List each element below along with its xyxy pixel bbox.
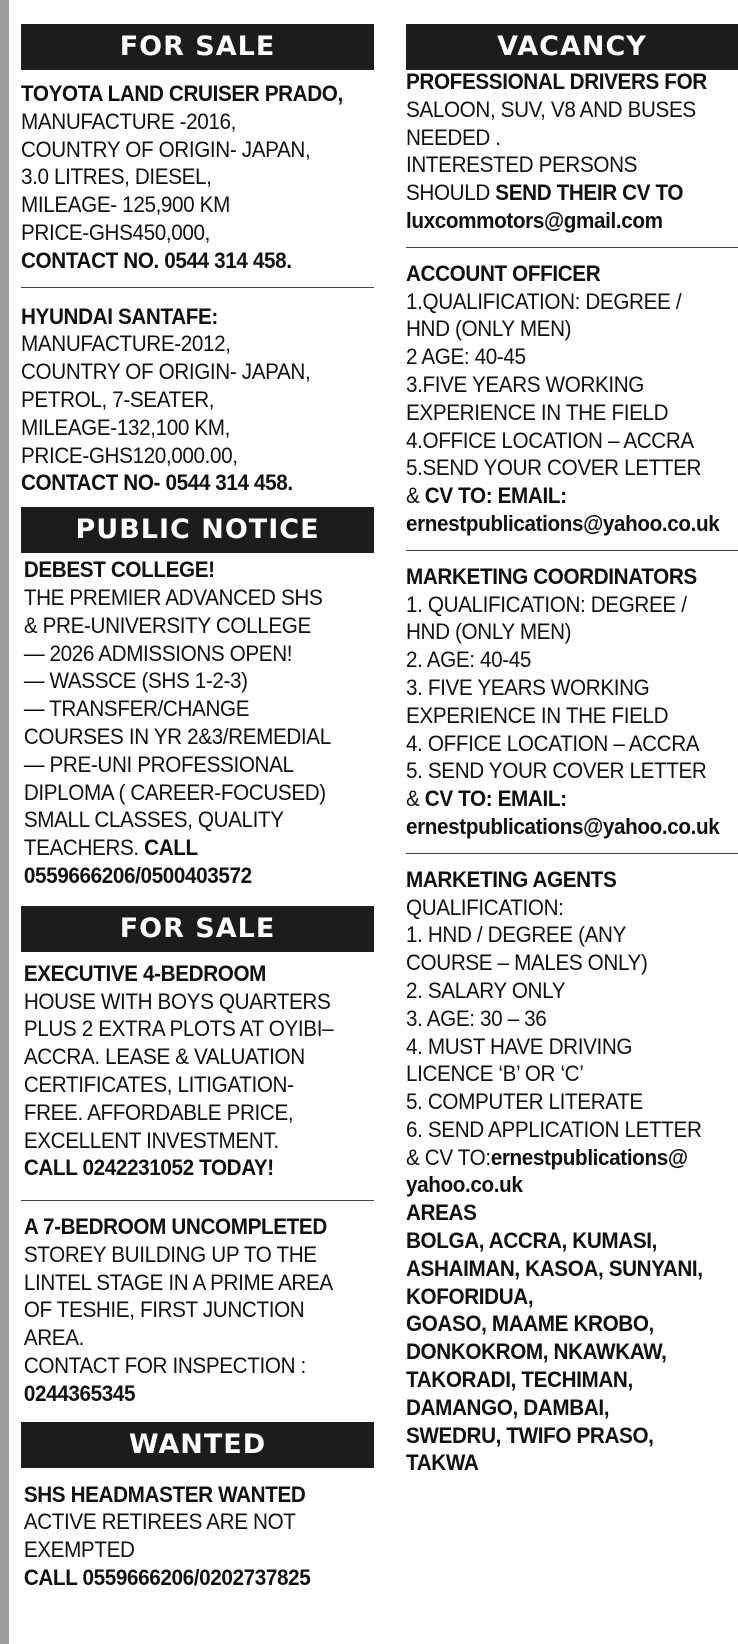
ad-line: PLUS 2 EXTRA PLOTS AT OYIBI– — [23, 1016, 334, 1042]
ad-line: OF TESHIE, FIRST JUNCTION — [23, 1297, 305, 1323]
vacancy-line: 5. SEND YOUR COVER LETTER — [406, 758, 707, 784]
ad-line: ACCRA. LEASE & VALUATION — [23, 1044, 305, 1070]
ad-line: MANUFACTURE -2016, — [21, 108, 237, 134]
ad-line: MANUFACTURE-2012, — [21, 331, 231, 357]
vacancy-line: 4. MUST HAVE DRIVING — [406, 1033, 633, 1059]
notice-text: TEACHERS. — [23, 835, 145, 861]
ad-line: ACTIVE RETIREES ARE NOT — [23, 1509, 296, 1535]
ad-line: COUNTRY OF ORIGIN- JAPAN, — [21, 359, 311, 385]
vacancy-line: 1. HND / DEGREE (ANY — [406, 922, 627, 948]
ad-title: A 7-BEDROOM UNCOMPLETED — [23, 1214, 327, 1240]
vacancy-line: QUALIFICATION: — [406, 894, 564, 920]
vacancy-line: 1.QUALIFICATION: DEGREE / — [406, 288, 682, 314]
ad-line: CERTIFICATES, LITIGATION- — [23, 1071, 294, 1097]
ad-line: STOREY BUILDING UP TO THE — [23, 1241, 317, 1267]
vacancy-text: & CV TO: — [406, 1144, 491, 1170]
notice-phone: 0559666206/0500403572 — [23, 862, 252, 888]
area-line: KOFORIDUA, — [406, 1283, 534, 1309]
debest-college-notice — [21, 556, 376, 890]
area-line: ASHAIMAN, KASOA, SUNYANI, — [406, 1255, 703, 1281]
vacancy-line: 2 AGE: 40-45 — [406, 344, 526, 370]
vacancy-title: MARKETING COORDINATORS — [406, 563, 697, 589]
vacancy-email: luxcommotors@gmail.com — [406, 207, 663, 233]
vacancy-line: LICENCE ‘B’ OR ‘C’ — [406, 1061, 584, 1087]
public-notice-banner: PUBLIC NOTICE — [21, 507, 374, 553]
ad-line: PRICE-GHS120,000.00, — [21, 442, 238, 468]
vacancy-line — [406, 482, 737, 510]
toyota-ad — [21, 80, 373, 275]
vacancy-line: 3. AGE: 30 – 36 — [406, 1005, 547, 1031]
notice-line: — WASSCE (SHS 1-2-3) — [23, 668, 248, 694]
notice-line: COURSES IN YR 2&3/REMEDIAL — [23, 723, 331, 749]
vacancy-line: 2. AGE: 40-45 — [406, 647, 532, 673]
account-officer-vacancy — [406, 260, 737, 538]
vacancy-line: 2. SALARY ONLY — [406, 977, 566, 1003]
ad-line: MILEAGE-132,100 KM, — [21, 414, 230, 440]
vacancy-line — [406, 1144, 737, 1172]
notice-line: — 2026 ADMISSIONS OPEN! — [23, 640, 293, 666]
executive-house-ad — [21, 960, 376, 1182]
ad-contact: CALL 0242231052 TODAY! — [23, 1155, 274, 1181]
vacancy-title: PROFESSIONAL DRIVERS FOR — [406, 69, 707, 94]
for-sale-banner: FOR SALE — [21, 24, 374, 70]
left-column — [21, 0, 374, 1592]
notice-title: DEBEST COLLEGE! — [23, 557, 215, 583]
teshie-building-ad — [21, 1213, 376, 1408]
vacancy-line: INTERESTED PERSONS — [406, 152, 638, 178]
divider — [21, 1200, 374, 1201]
vacancy-line: 3. FIVE YEARS WORKING — [406, 674, 650, 700]
headmaster-wanted-ad — [21, 1481, 376, 1592]
vacancy-banner: VACANCY — [406, 24, 738, 70]
ad-line: HOUSE WITH BOYS QUARTERS — [23, 988, 331, 1014]
area-line: TAKWA — [406, 1450, 479, 1476]
vacancy-line — [406, 179, 737, 207]
vacancy-line: HND (ONLY MEN) — [406, 619, 572, 645]
vacancy-email-cont: yahoo.co.uk — [406, 1172, 523, 1198]
notice-line: DIPLOMA ( CAREER-FOCUSED) — [23, 779, 326, 805]
area-line: SWEDRU, TWIFO PRASO, — [406, 1422, 654, 1448]
vacancy-cv-label: CV TO: EMAIL: — [424, 786, 567, 812]
area-line: DAMANGO, DAMBAI, — [406, 1394, 610, 1420]
vacancy-line: EXPERIENCE IN THE FIELD — [406, 399, 669, 425]
vacancy-cv-label: CV TO: EMAIL: — [424, 483, 567, 509]
ad-contact: 0244365345 — [23, 1380, 136, 1406]
ad-line: 3.0 LITRES, DIESEL, — [21, 164, 212, 190]
wanted-banner: WANTED — [21, 1422, 374, 1468]
divider — [21, 287, 374, 288]
areas-label: AREAS — [406, 1200, 477, 1226]
vacancy-text: & — [406, 483, 425, 509]
vacancy-line: COURSE – MALES ONLY) — [406, 950, 648, 976]
vacancy-text: & — [406, 786, 425, 812]
notice-line: — PRE-UNI PROFESSIONAL — [23, 751, 294, 777]
vacancy-line — [406, 785, 737, 813]
vacancy-line: 6. SEND APPLICATION LETTER — [406, 1116, 702, 1142]
marketing-coordinators-vacancy — [406, 563, 737, 841]
drivers-vacancy — [406, 68, 737, 235]
vacancy-line: NEEDED . — [406, 124, 501, 150]
notice-line: THE PREMIER ADVANCED SHS — [23, 584, 323, 610]
notice-line: SMALL CLASSES, QUALITY — [23, 807, 284, 833]
ad-line: LINTEL STAGE IN A PRIME AREA — [23, 1269, 333, 1295]
page-edge-strip — [0, 0, 9, 1644]
ad-line: PRICE-GHS450,000, — [21, 219, 211, 245]
notice-line — [24, 834, 376, 862]
right-column — [406, 0, 738, 1477]
vacancy-line: 5.SEND YOUR COVER LETTER — [406, 455, 702, 481]
hyundai-ad — [21, 303, 373, 498]
ad-line: PETROL, 7-SEATER, — [21, 386, 215, 412]
ad-line: MILEAGE- 125,900 KM — [21, 192, 230, 218]
divider — [406, 550, 738, 551]
ad-line: CONTACT FOR INSPECTION : — [23, 1353, 306, 1379]
divider — [406, 247, 738, 248]
vacancy-title: MARKETING AGENTS — [406, 866, 617, 892]
ad-title: HYUNDAI SANTAFE: — [21, 303, 218, 329]
vacancy-line: EXPERIENCE IN THE FIELD — [406, 702, 669, 728]
call-label: CALL — [144, 835, 198, 861]
vacancy-line: 4. OFFICE LOCATION – ACCRA — [406, 730, 700, 756]
divider — [406, 853, 738, 854]
marketing-agents-vacancy — [406, 866, 737, 1478]
ad-line: EXCELLENT INVESTMENT. — [23, 1127, 279, 1153]
vacancy-line: 4.OFFICE LOCATION – ACCRA — [406, 427, 694, 453]
vacancy-line: 1. QUALIFICATION: DEGREE / — [406, 591, 687, 617]
ad-line: FREE. AFFORDABLE PRICE, — [23, 1099, 294, 1125]
area-line: TAKORADI, TECHIMAN, — [406, 1367, 633, 1393]
ad-contact: CALL 0559666206/0202737825 — [23, 1565, 311, 1591]
for-sale-banner-2: FOR SALE — [21, 906, 374, 952]
vacancy-email: ernestpublications@ — [490, 1144, 688, 1170]
ad-title: EXECUTIVE 4-BEDROOM — [23, 960, 267, 986]
ad-title: TOYOTA LAND CRUISER PRADO, — [21, 81, 343, 106]
vacancy-line: 3.FIVE YEARS WORKING — [406, 371, 645, 397]
vacancy-line: HND (ONLY MEN) — [406, 316, 572, 342]
area-line: GOASO, MAAME KROBO, — [406, 1311, 654, 1337]
ad-line: EXEMPTED — [23, 1537, 135, 1563]
vacancy-text: SHOULD — [406, 180, 496, 206]
ad-contact: CONTACT NO- 0544 314 458. — [21, 470, 293, 496]
vacancy-email: ernestpublications@yahoo.co.uk — [406, 510, 720, 536]
vacancy-cv-label: SEND THEIR CV TO — [495, 180, 684, 206]
notice-line: & PRE-UNIVERSITY COLLEGE — [23, 612, 311, 638]
vacancy-title: ACCOUNT OFFICER — [406, 260, 601, 286]
area-line: DONKOKROM, NKAWKAW, — [406, 1339, 667, 1365]
area-line: BOLGA, ACCRA, KUMASI, — [406, 1228, 657, 1254]
vacancy-line: 5. COMPUTER LITERATE — [406, 1089, 643, 1115]
vacancy-email: ernestpublications@yahoo.co.uk — [406, 813, 720, 839]
notice-line: — TRANSFER/CHANGE — [23, 696, 250, 722]
ad-contact: CONTACT NO. 0544 314 458. — [21, 247, 292, 273]
ad-line: COUNTRY OF ORIGIN- JAPAN, — [21, 136, 311, 162]
vacancy-line: SALOON, SUV, V8 AND BUSES — [406, 96, 696, 122]
ad-title: SHS HEADMASTER WANTED — [23, 1481, 306, 1507]
ad-line: AREA. — [23, 1325, 85, 1351]
